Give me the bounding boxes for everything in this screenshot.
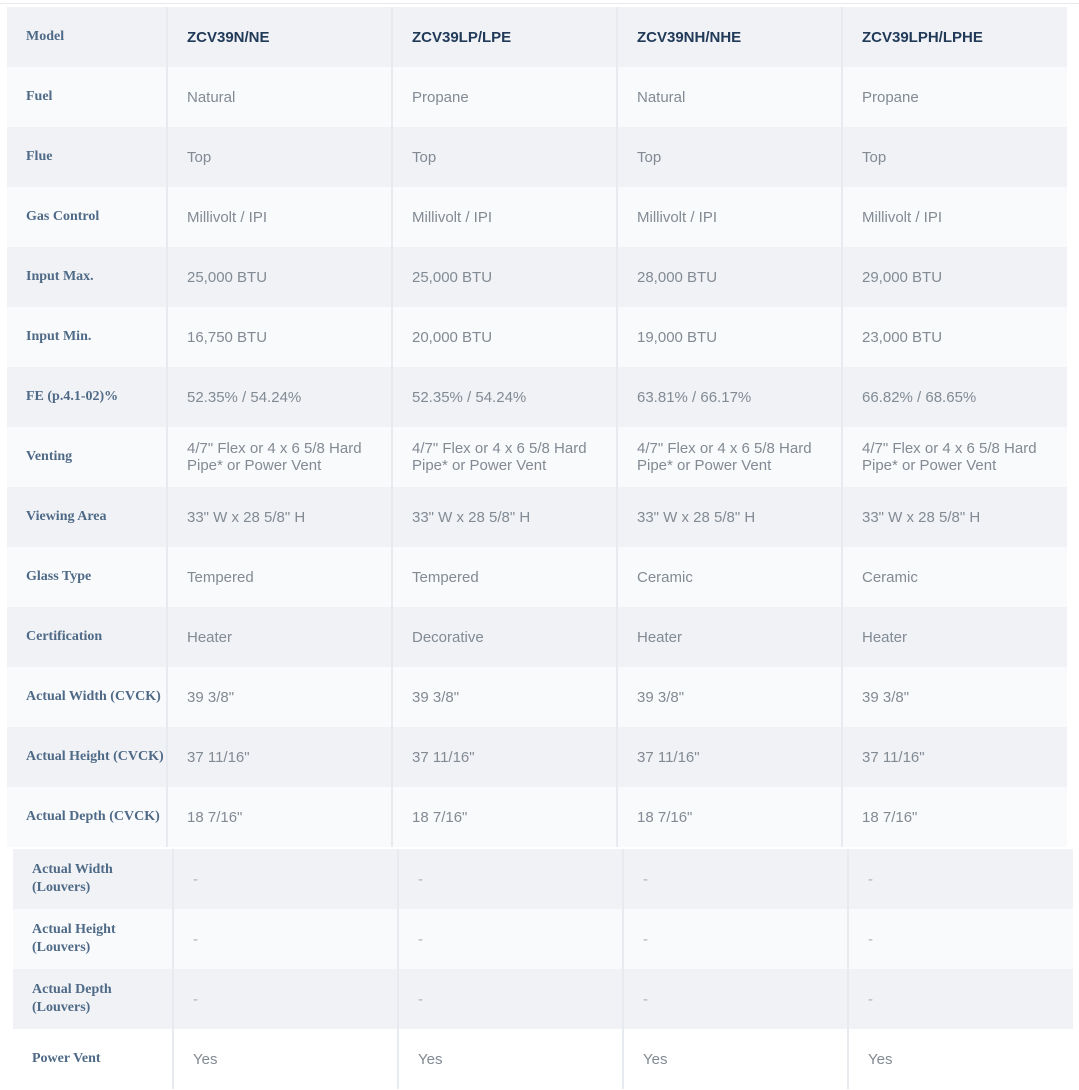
table-cell: Top bbox=[392, 127, 617, 187]
table-cell: Millivolt / IPI bbox=[842, 187, 1067, 247]
row-label: Power Vent bbox=[13, 1029, 173, 1089]
table-cell: 33" W x 28 5/8" H bbox=[167, 487, 392, 547]
table-row bbox=[13, 909, 1073, 969]
row-label: Flue bbox=[7, 127, 167, 187]
table-row bbox=[7, 427, 1067, 487]
table-cell: - bbox=[398, 849, 623, 909]
row-label: Fuel bbox=[7, 67, 167, 127]
table-cell: 16,750 BTU bbox=[167, 307, 392, 367]
table-cell: - bbox=[173, 909, 398, 969]
table-cell: 4/7" Flex or 4 x 6 5/8 Hard Pipe* or Power Vent bbox=[842, 427, 1067, 487]
table-cell: 18 7/16" bbox=[392, 787, 617, 847]
table-cell: - bbox=[848, 969, 1073, 1029]
table-cell: 39 3/8" bbox=[167, 667, 392, 727]
row-label: Glass Type bbox=[7, 547, 167, 607]
table-cell: 39 3/8" bbox=[842, 667, 1067, 727]
row-label: Actual Width (CVCK) bbox=[7, 667, 167, 727]
table-row bbox=[7, 367, 1067, 427]
table-cell: Yes bbox=[623, 1029, 848, 1089]
table-row bbox=[7, 187, 1067, 247]
table-cell: 4/7" Flex or 4 x 6 5/8 Hard Pipe* or Power Vent bbox=[617, 427, 842, 487]
table-row bbox=[7, 307, 1067, 367]
row-label: Actual Depth (Louvers) bbox=[13, 969, 173, 1029]
table-cell: - bbox=[623, 849, 848, 909]
table-cell: 37 11/16" bbox=[167, 727, 392, 787]
table-cell: 18 7/16" bbox=[842, 787, 1067, 847]
table-cell: 25,000 BTU bbox=[167, 247, 392, 307]
table-header-row bbox=[7, 7, 1067, 67]
top-divider bbox=[0, 3, 1079, 4]
table-cell: - bbox=[398, 909, 623, 969]
table-row bbox=[7, 787, 1067, 847]
row-label: Actual Height (CVCK) bbox=[7, 727, 167, 787]
table-row bbox=[7, 247, 1067, 307]
table-cell: - bbox=[623, 969, 848, 1029]
table-cell: Ceramic bbox=[842, 547, 1067, 607]
table-cell: Heater bbox=[167, 607, 392, 667]
table-cell: Heater bbox=[617, 607, 842, 667]
table-cell: Heater bbox=[842, 607, 1067, 667]
table-cell: 39 3/8" bbox=[617, 667, 842, 727]
table-cell: Propane bbox=[392, 67, 617, 127]
table-cell: 18 7/16" bbox=[167, 787, 392, 847]
table-cell: 39 3/8" bbox=[392, 667, 617, 727]
table-cell: 33" W x 28 5/8" H bbox=[392, 487, 617, 547]
table-cell: - bbox=[623, 909, 848, 969]
table-row bbox=[13, 969, 1073, 1029]
row-label: Certification bbox=[7, 607, 167, 667]
table-cell: Top bbox=[167, 127, 392, 187]
table-cell: 18 7/16" bbox=[617, 787, 842, 847]
row-label: Input Min. bbox=[7, 307, 167, 367]
table-cell: Millivolt / IPI bbox=[392, 187, 617, 247]
table-cell: Millivolt / IPI bbox=[617, 187, 842, 247]
table-cell: 33" W x 28 5/8" H bbox=[842, 487, 1067, 547]
table-cell: Millivolt / IPI bbox=[167, 187, 392, 247]
table-cell: Ceramic bbox=[617, 547, 842, 607]
table-cell: 19,000 BTU bbox=[617, 307, 842, 367]
table-cell: Yes bbox=[173, 1029, 398, 1089]
table-cell: Propane bbox=[842, 67, 1067, 127]
model-header-4: ZCV39LPH/LPHE bbox=[842, 7, 1067, 67]
table-cell: Tempered bbox=[167, 547, 392, 607]
table-cell: 52.35% / 54.24% bbox=[167, 367, 392, 427]
row-label: Viewing Area bbox=[7, 487, 167, 547]
table-cell: 28,000 BTU bbox=[617, 247, 842, 307]
table-row bbox=[7, 607, 1067, 667]
table-cell: - bbox=[398, 969, 623, 1029]
table-cell: - bbox=[173, 969, 398, 1029]
table-cell: - bbox=[848, 849, 1073, 909]
table-cell: 4/7" Flex or 4 x 6 5/8 Hard Pipe* or Power Vent bbox=[167, 427, 392, 487]
table-row bbox=[7, 667, 1067, 727]
table-cell: 37 11/16" bbox=[842, 727, 1067, 787]
table-row bbox=[7, 67, 1067, 127]
table-cell: Tempered bbox=[392, 547, 617, 607]
table-cell: Natural bbox=[167, 67, 392, 127]
row-label: Input Max. bbox=[7, 247, 167, 307]
table-cell: 29,000 BTU bbox=[842, 247, 1067, 307]
table-row bbox=[13, 849, 1073, 909]
table-cell: 52.35% / 54.24% bbox=[392, 367, 617, 427]
model-header-3: ZCV39NH/NHE bbox=[617, 7, 842, 67]
table-cell: Yes bbox=[398, 1029, 623, 1089]
table-cell: 20,000 BTU bbox=[392, 307, 617, 367]
model-header-2: ZCV39LP/LPE bbox=[392, 7, 617, 67]
table-cell: Top bbox=[842, 127, 1067, 187]
specifications-table bbox=[7, 7, 1067, 847]
table-cell: - bbox=[173, 849, 398, 909]
table-row bbox=[7, 487, 1067, 547]
row-label: FE (p.4.1-02)% bbox=[7, 367, 167, 427]
header-label: Model bbox=[7, 7, 167, 67]
table-cell: 25,000 BTU bbox=[392, 247, 617, 307]
row-label: Actual Depth (CVCK) bbox=[7, 787, 167, 847]
row-label: Venting bbox=[7, 427, 167, 487]
table-row bbox=[7, 127, 1067, 187]
table-cell: 23,000 BTU bbox=[842, 307, 1067, 367]
table-cell: Yes bbox=[848, 1029, 1073, 1089]
table-cell: 4/7" Flex or 4 x 6 5/8 Hard Pipe* or Power Vent bbox=[392, 427, 617, 487]
table-cell: Decorative bbox=[392, 607, 617, 667]
model-header-1: ZCV39N/NE bbox=[167, 7, 392, 67]
table-cell: 66.82% / 68.65% bbox=[842, 367, 1067, 427]
table-cell: 33" W x 28 5/8" H bbox=[617, 487, 842, 547]
table-cell: - bbox=[848, 909, 1073, 969]
louvers-specifications-table bbox=[13, 849, 1073, 1089]
table-row bbox=[7, 547, 1067, 607]
table-cell: Natural bbox=[617, 67, 842, 127]
row-label: Gas Control bbox=[7, 187, 167, 247]
table-row bbox=[13, 1029, 1073, 1089]
table-row bbox=[7, 727, 1067, 787]
row-label: Actual Width (Louvers) bbox=[13, 849, 173, 909]
table-cell: 37 11/16" bbox=[617, 727, 842, 787]
table-cell: 37 11/16" bbox=[392, 727, 617, 787]
row-label: Actual Height (Louvers) bbox=[13, 909, 173, 969]
table-cell: Top bbox=[617, 127, 842, 187]
table-cell: 63.81% / 66.17% bbox=[617, 367, 842, 427]
